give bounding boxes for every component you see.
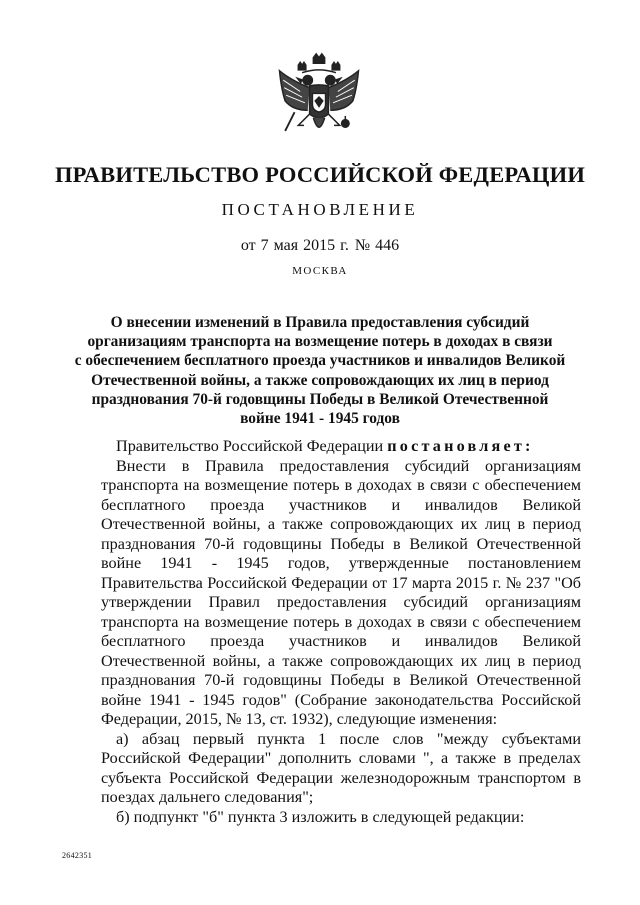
- title-line: войне 1941 - 1945 годов: [240, 410, 400, 428]
- document-type: ПОСТАНОВЛЕНИЕ: [221, 200, 419, 219]
- document-date-line: [0, 237, 640, 255]
- document-code: 2642351: [62, 851, 93, 860]
- government-title: ПРАВИТЕЛЬСТВО РОССИЙСКОЙ ФЕДЕРАЦИИ: [54, 162, 586, 187]
- title-line: организациям транспорта на возмещение потерь в доходах в связи: [87, 333, 553, 351]
- coat-of-arms-icon: [272, 52, 366, 146]
- preamble-paragraph: [101, 437, 581, 457]
- item-a-paragraph: а) абзац первый пункта 1 после слов "между субъектами Российской Федерации" дополнить словами ", а также в пределах субъекта Российской Федерации железнодорожным транспортом в поездах дальнего следования";: [101, 729, 581, 806]
- preamble-text: Правительство Российской Федерации: [116, 437, 384, 455]
- title-line: О внесении изменений в Правила предоставления субсидий: [110, 314, 530, 331]
- document-date: от 7 мая 2015 г.: [240, 237, 349, 254]
- document-number: № 446: [354, 237, 400, 254]
- main-paragraph: Внести в Правила предоставления субсидий организациям транспорта на возмещение потерь в доходах в связи с обеспечением бесплатного проезда участников и инвалидов Великой Отечественной войны, а также сопровождающих их лиц в период празднования 70-й годовщины Победы в Великой Отечественной войне 1941 - 1945 годов, утвержденные постановлением Правительства Российской Федерации от 17 марта 2015 г. № 237 "Об утверждении Правил предоставления субсидий организациям транспорта на возмещение потерь в доходах в связи с обеспечением бесплатного проезда участников и инвалидов Великой Отечественной войны, а также сопровождающих их лиц в период празднования 70-й годовщины Победы в Великой Отечественной войне 1941 - 1945 годов" (Собрание законодательства Российской Федерации, 2015, № 13, ст. 1932), следующие изменения:: [101, 456, 581, 728]
- title-line: с обеспечением бесплатного проезда участников и инвалидов Великой: [74, 352, 566, 370]
- document-title: [60, 313, 580, 428]
- document-city: МОСКВА: [292, 265, 348, 277]
- title-line: Отечественной войны, а также сопровождающих их лиц в период: [91, 371, 549, 389]
- document-body: [101, 437, 581, 827]
- item-b-paragraph: б) подпункт "б" пункта 3 изложить в следующей редакции:: [116, 807, 525, 826]
- preamble-emphasis: постановляет:: [387, 437, 534, 455]
- title-line: празднования 70-й годовщины Победы в Великой Отечественной: [91, 390, 549, 408]
